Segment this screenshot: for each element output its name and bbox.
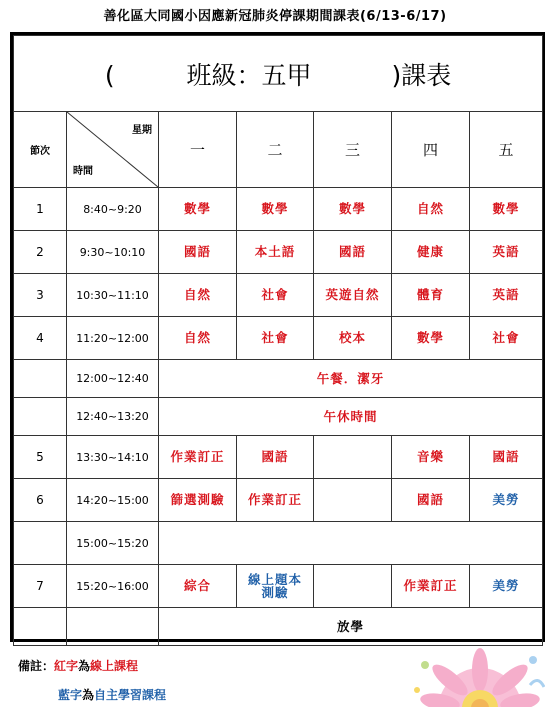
- time-cell: 10:30~11:10: [67, 274, 159, 317]
- class-label: 班級：五甲: [186, 60, 312, 90]
- time-cell: 11:20~12:00: [67, 317, 159, 360]
- subject-cell: 英語: [470, 274, 543, 317]
- period-header: 節次: [14, 112, 67, 188]
- blank-cell: [67, 608, 159, 646]
- subject-cell: [314, 479, 392, 522]
- day-header: 一: [159, 112, 237, 188]
- timetable-table: [13, 35, 543, 646]
- note-red-mid: 為: [78, 659, 91, 673]
- time-cell: 13:30~14:10: [67, 436, 159, 479]
- day-header: 二: [237, 112, 314, 188]
- period-row: [14, 479, 543, 522]
- subject-cell: 國語: [470, 436, 543, 479]
- blank-cell: [14, 522, 67, 565]
- note-blue-mid: 為: [82, 688, 95, 702]
- subject-cell: 校本: [314, 317, 392, 360]
- period-row: [14, 274, 543, 317]
- period-row: [14, 188, 543, 231]
- note-blue-label: 自主學習課程: [94, 688, 167, 702]
- time-cell: 14:20~15:00: [67, 479, 159, 522]
- subject-cell: 本土語: [237, 231, 314, 274]
- time-cell: 12:40~13:20: [67, 398, 159, 436]
- blank-cell: [14, 608, 67, 646]
- subject-cell: 國語: [237, 436, 314, 479]
- subject-cell: 體育: [392, 274, 470, 317]
- blank-cell: [14, 398, 67, 436]
- subject-cell: 社會: [237, 274, 314, 317]
- subject-cell: 社會: [470, 317, 543, 360]
- day-header: 四: [392, 112, 470, 188]
- subject-cell: 社會: [237, 317, 314, 360]
- subject-cell: 國語: [159, 231, 237, 274]
- flower-decoration-icon: [405, 640, 545, 707]
- dismissal-label: 放學: [159, 608, 543, 646]
- weekday-label: 星期: [132, 125, 152, 136]
- day-header: 五: [470, 112, 543, 188]
- note-red-label: 線上課程: [90, 659, 139, 673]
- time-cell: 8:40~9:20: [67, 188, 159, 231]
- note-red-word: 紅字: [54, 659, 79, 673]
- subject-cell: 美勞: [470, 479, 543, 522]
- open-paren: (: [104, 60, 115, 90]
- subject-cell: 英遊自然: [314, 274, 392, 317]
- time-cell: 15:00~15:20: [67, 522, 159, 565]
- subject-cell: 數學: [159, 188, 237, 231]
- subject-cell: 自然: [159, 274, 237, 317]
- subject-cell: [314, 436, 392, 479]
- period-row: [14, 436, 543, 479]
- note-prefix: 備註：: [18, 659, 55, 673]
- class-title-suffix: )課表: [391, 60, 452, 90]
- subject-cell: 作業訂正: [237, 479, 314, 522]
- period-row: [14, 565, 543, 608]
- subject-cell: 國語: [314, 231, 392, 274]
- time-cell: 9:30~10:10: [67, 231, 159, 274]
- period-number: 3: [14, 274, 67, 317]
- period-number: 6: [14, 479, 67, 522]
- subject-cell: 英語: [470, 231, 543, 274]
- class-title-cell: [14, 36, 543, 112]
- lunch-label: 午餐．潔牙: [159, 360, 543, 398]
- subject-cell: 線上題本 測驗: [237, 565, 314, 608]
- subject-cell: 作業訂正: [159, 436, 237, 479]
- subject-cell: 美勞: [470, 565, 543, 608]
- period-row: [14, 231, 543, 274]
- subject-cell: 篩選測驗: [159, 479, 237, 522]
- note-blue: [58, 686, 166, 703]
- subject-cell: 數學: [314, 188, 392, 231]
- weekday-time-header: [67, 112, 159, 188]
- nap-label: 午休時間: [159, 398, 543, 436]
- nap-row: [14, 398, 543, 436]
- subject-cell: 國語: [392, 479, 470, 522]
- subject-cell: 健康: [392, 231, 470, 274]
- subject-cell: [314, 565, 392, 608]
- document-title: 善化區大同國小因應新冠肺炎停課期間課表(6/13-6/17): [103, 9, 447, 24]
- timetable: [10, 32, 545, 642]
- note-blue-word: 藍字: [58, 688, 83, 702]
- period-number: 5: [14, 436, 67, 479]
- day-header: 三: [314, 112, 392, 188]
- subject-cell: 音樂: [392, 436, 470, 479]
- period-row: [14, 317, 543, 360]
- break-row: [14, 522, 543, 565]
- subject-cell: 自然: [392, 188, 470, 231]
- blank-cell: [14, 360, 67, 398]
- note-red: [18, 657, 138, 674]
- subject-cell: 作業訂正: [392, 565, 470, 608]
- subject-cell: 數學: [470, 188, 543, 231]
- subject-cell: 綜合: [159, 565, 237, 608]
- period-number: 7: [14, 565, 67, 608]
- blank-cell: [159, 522, 543, 565]
- period-number: 4: [14, 317, 67, 360]
- subject-cell: 自然: [159, 317, 237, 360]
- time-cell: 15:20~16:00: [67, 565, 159, 608]
- time-cell: 12:00~12:40: [67, 360, 159, 398]
- period-number: 2: [14, 231, 67, 274]
- lunch-row: [14, 360, 543, 398]
- subject-cell: 數學: [392, 317, 470, 360]
- period-number: 1: [14, 188, 67, 231]
- time-label: 時間: [73, 166, 93, 177]
- subject-cell: 數學: [237, 188, 314, 231]
